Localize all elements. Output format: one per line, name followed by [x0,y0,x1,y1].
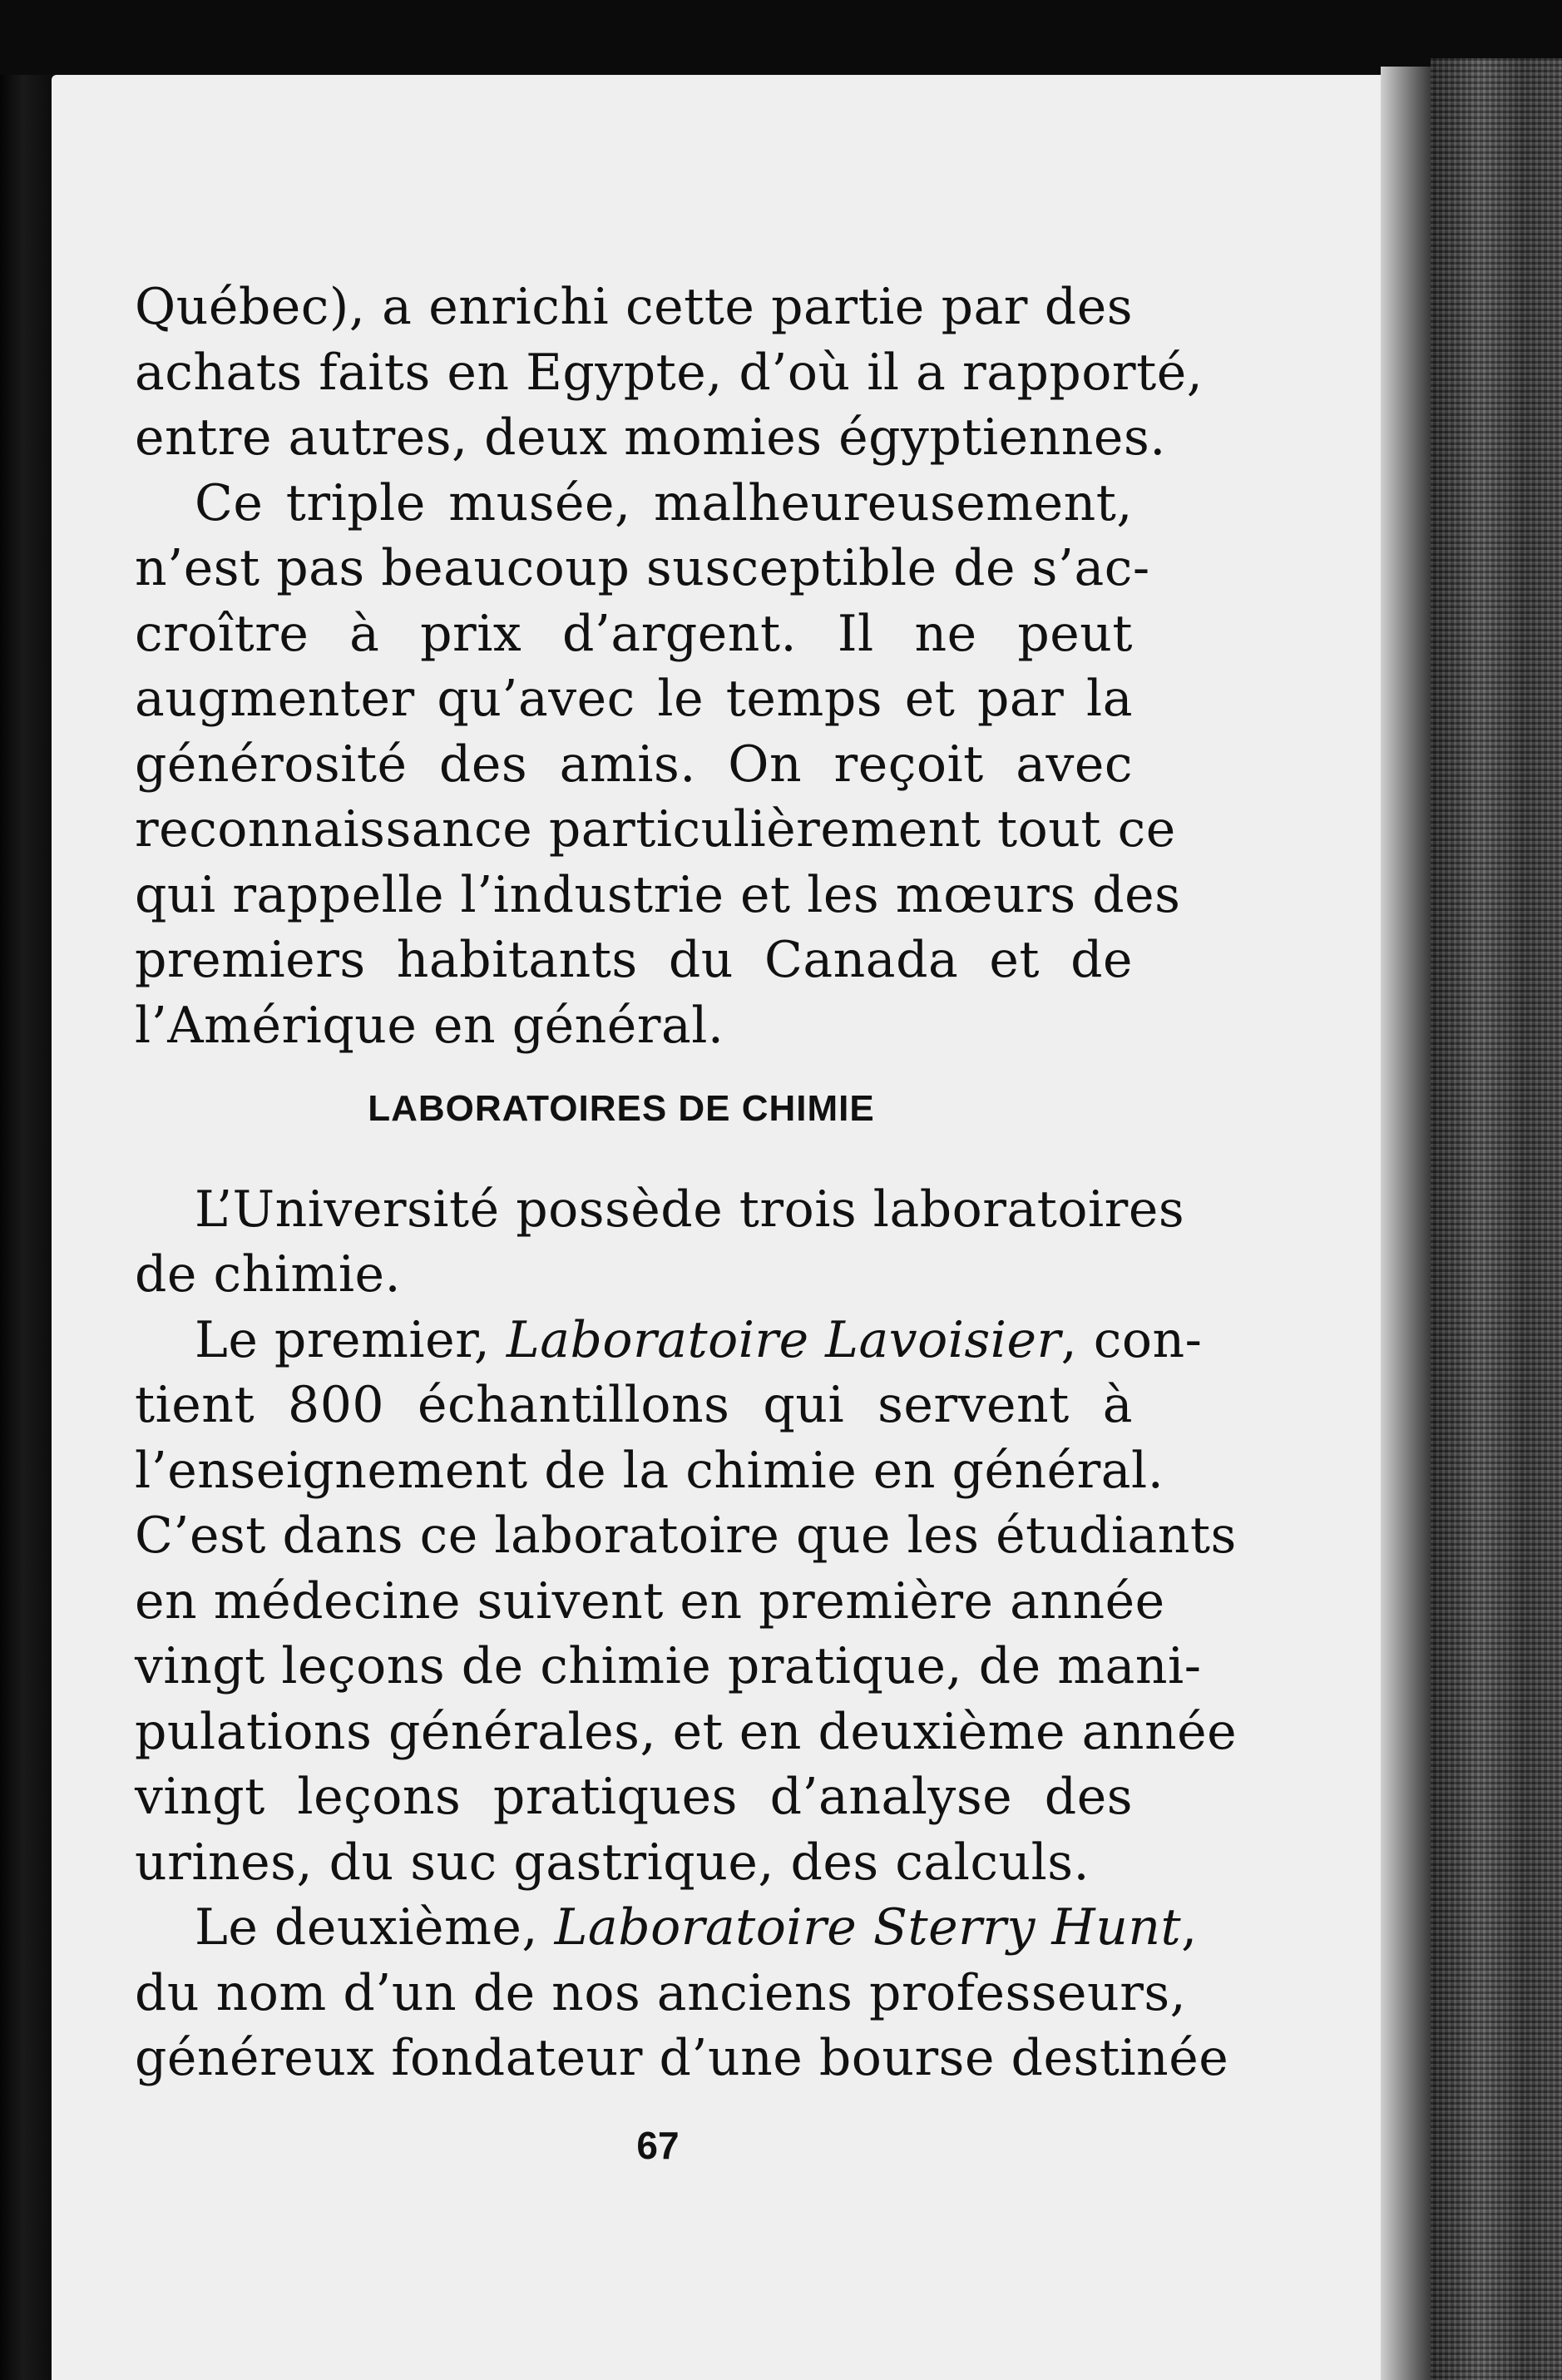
body-text [135,275,1238,2091]
book-binding-left [0,75,52,2380]
lab-name-italic: Laboratoire Sterry Hunt [554,1898,1182,1957]
text-line: généreux fondateur d’une bourse destinée [135,2029,1229,2087]
text-line: Québec), a enrichi cette partie par des [135,278,1133,336]
text-line: qui rappelle l’industrie et les mœurs des [135,865,1181,924]
text-line: de chimie. [135,1245,402,1304]
text-line: entre autres, deux momies égyptiennes. [135,408,1166,467]
page-number: 67 [636,2124,680,2167]
text-line: générosité des amis. On reçoit avec [135,735,1133,794]
text-line: Ce triple musée, malheureusement, [195,473,1133,532]
text-line: premiers habitants du Canada et de [135,931,1133,989]
text-line: du nom d’un de nos anciens professeurs, [135,1963,1187,2022]
text-line: tient 800 échantillons qui servent à [135,1376,1133,1434]
text-line: croître à prix d’argent. Il ne peut [135,604,1133,663]
text-line: L’Université possède trois laboratoires [195,1180,1185,1239]
text-line: C’est dans ce laboratoire que les étudiants [135,1507,1237,1565]
text-line: achats faits en Egypte, d’où il a rapporté, [135,343,1204,402]
text-run: Le deuxième, [195,1898,555,1957]
text-line: reconnaissance particulièrement tout ce [135,800,1176,858]
text-line: l’Amérique en général. [135,996,724,1055]
text-line: urines, du suc gastrique, des calculs. [135,1833,1090,1892]
section-heading: LABORATOIRES DE CHIMIE [368,1088,875,1129]
text-line: pulations générales, et en deuxième année [135,1702,1238,1761]
text-line: en médecine suivent en première année [135,1571,1165,1630]
text-line-with-italic [135,1895,1198,1961]
text-line: vingt leçons de chimie pratique, de mani- [135,1637,1202,1695]
text-line: augmenter qu’avec le temps et par la [135,670,1133,728]
text-run: , con- [1060,1310,1203,1369]
text-line: n’est pas beaucoup susceptible de s’ac- [135,539,1150,597]
text-run: , [1181,1898,1198,1957]
book-edge-texture [1431,58,1562,2380]
text-line: vingt leçons pratiques d’analyse des [135,1768,1133,1826]
text-run: Le premier, [195,1310,507,1369]
page-edge-shadow [1381,67,1431,2380]
text-line-with-italic [135,1308,1203,1373]
text-line: l’enseignement de la chimie en général. [135,1441,1164,1500]
lab-name-italic: Laboratoire Lavoisier [506,1310,1061,1369]
